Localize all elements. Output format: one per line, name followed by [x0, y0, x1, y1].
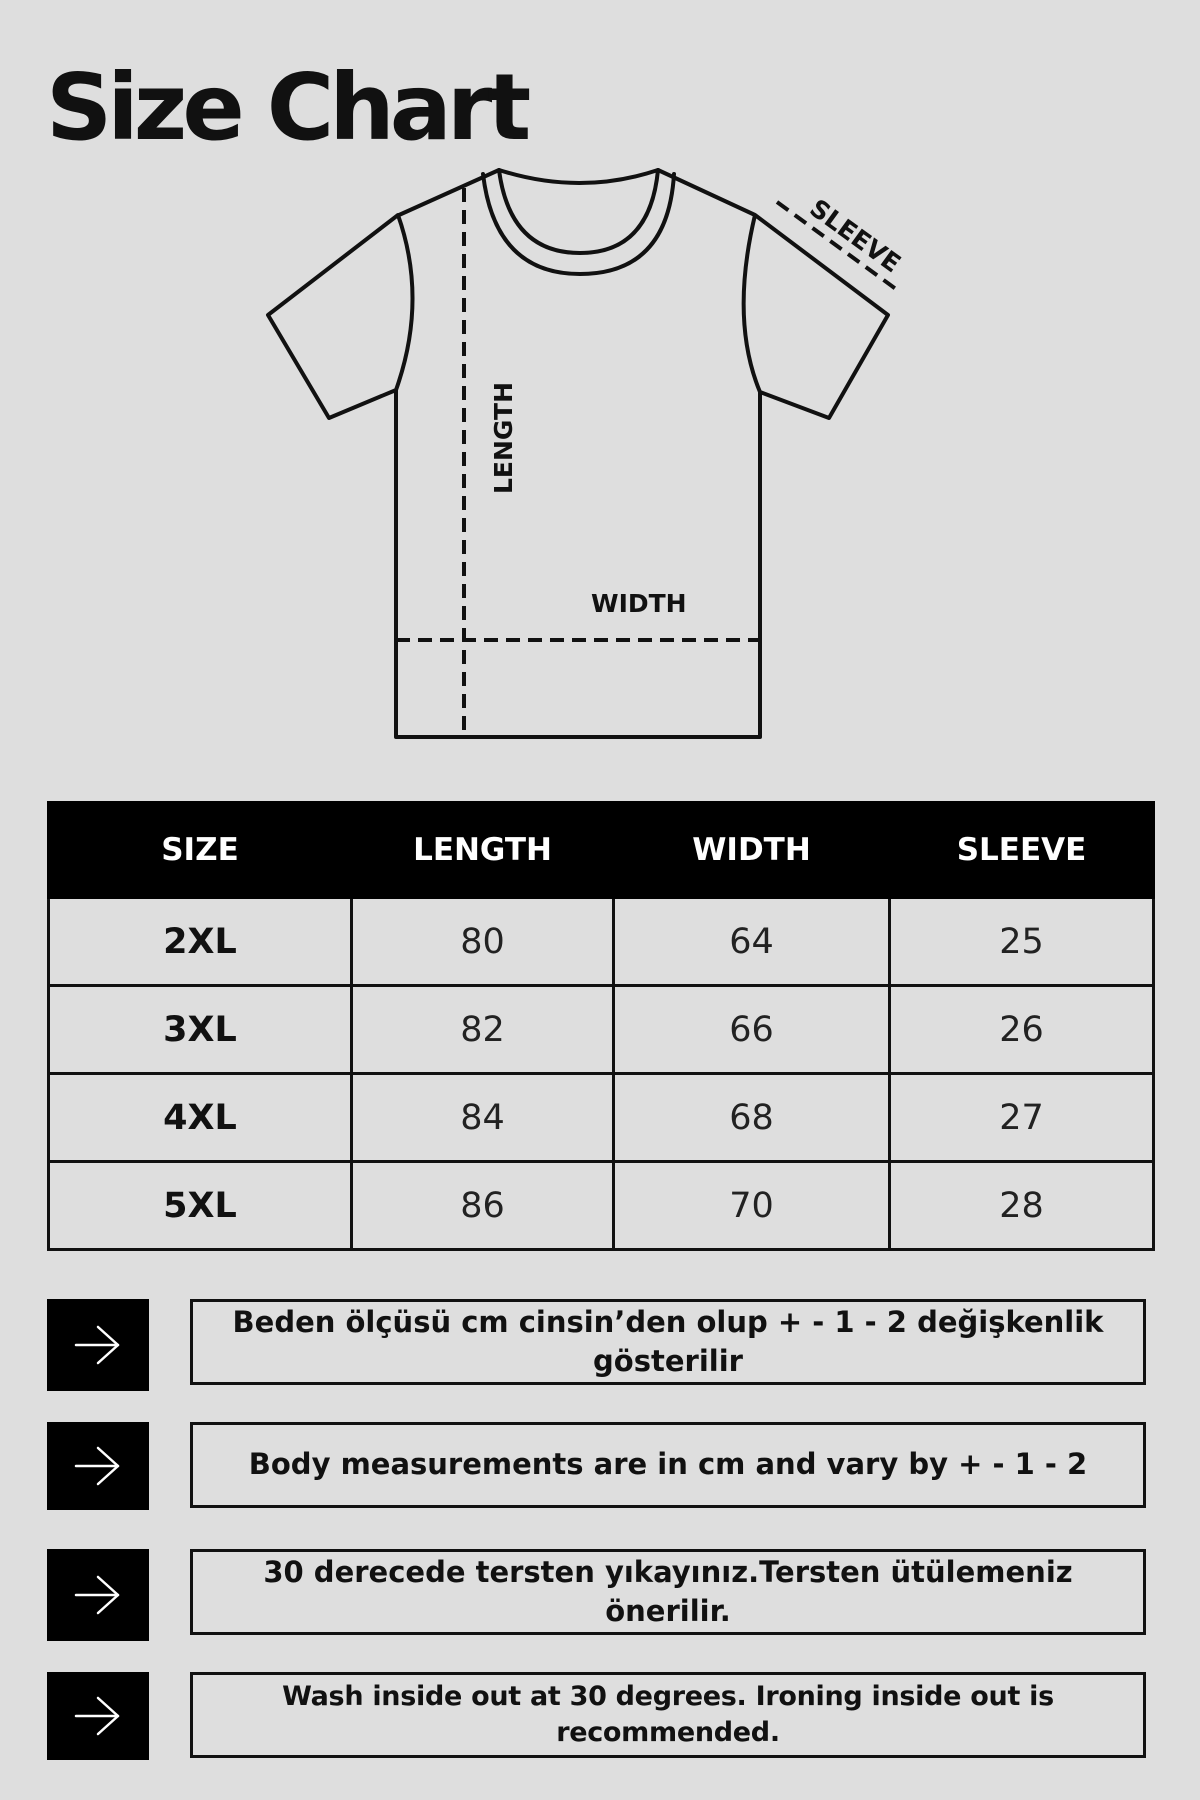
table-row: [49, 1162, 1154, 1250]
column-header-size: SIZE: [49, 803, 352, 898]
table-header-row: [49, 803, 1154, 898]
note-text: Beden ölçüsü cm cinsin’den olup + - 1 - 2 değişkenlik gösterilir: [190, 1299, 1146, 1385]
size-cell: 2XL: [49, 898, 352, 986]
tshirt-outline: [268, 170, 888, 737]
note-text: Wash inside out at 30 degrees. Ironing inside out is recommended.: [190, 1672, 1146, 1758]
width-cell: 70: [614, 1162, 890, 1250]
arrow-right-icon: [47, 1672, 149, 1760]
length-label: LENGTH: [489, 382, 518, 494]
arrow-right-icon: [47, 1549, 149, 1641]
page-title: Size Chart: [46, 54, 527, 161]
sleeve-cell: 25: [890, 898, 1154, 986]
size-table: [47, 801, 1155, 1251]
length-cell: 80: [352, 898, 614, 986]
length-cell: 84: [352, 1074, 614, 1162]
length-cell: 86: [352, 1162, 614, 1250]
sleeve-cell: 26: [890, 986, 1154, 1074]
size-cell: 5XL: [49, 1162, 352, 1250]
sleeve-cell: 27: [890, 1074, 1154, 1162]
tshirt-collar-inner: [483, 174, 674, 274]
width-cell: 64: [614, 898, 890, 986]
column-header-width: WIDTH: [614, 803, 890, 898]
sleeve-cell: 28: [890, 1162, 1154, 1250]
length-cell: 82: [352, 986, 614, 1074]
note-text: Body measurements are in cm and vary by + - 1 - 2: [190, 1422, 1146, 1508]
table-row: [49, 898, 1154, 986]
width-cell: 66: [614, 986, 890, 1074]
sleeve-label: SLEEVE: [804, 193, 907, 279]
table-row: [49, 1074, 1154, 1162]
column-header-length: LENGTH: [352, 803, 614, 898]
table-row: [49, 986, 1154, 1074]
width-cell: 68: [614, 1074, 890, 1162]
arrow-right-icon: [47, 1422, 149, 1510]
column-header-sleeve: SLEEVE: [890, 803, 1154, 898]
size-cell: 4XL: [49, 1074, 352, 1162]
arrow-right-icon: [47, 1299, 149, 1391]
size-cell: 3XL: [49, 986, 352, 1074]
width-label: WIDTH: [591, 589, 687, 618]
note-text: 30 derecede tersten yıkayınız.Tersten ütülemeniz önerilir.: [190, 1549, 1146, 1635]
tshirt-diagram: [0, 150, 1200, 750]
